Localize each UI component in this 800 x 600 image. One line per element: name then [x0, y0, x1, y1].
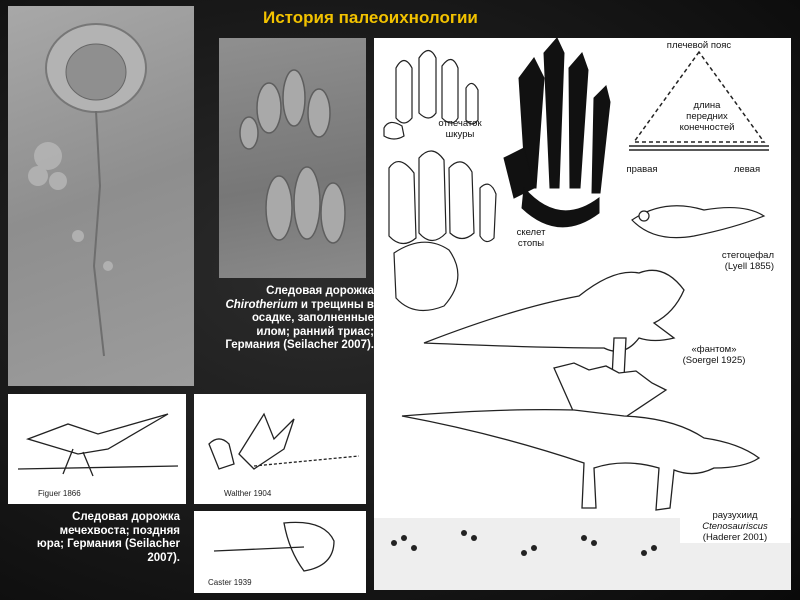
label-line: стопы: [517, 238, 545, 249]
label-right: правая: [626, 164, 658, 175]
caption-chirotherium: [196, 285, 374, 353]
figure-credit-caster: Caster 1939: [208, 578, 252, 587]
label-stegocephal: [684, 250, 774, 272]
fossil-photo-chirotherium: [219, 38, 366, 278]
figure-figuier: [8, 394, 186, 504]
label-line: длина: [693, 100, 721, 111]
label-skin-imprint: [430, 118, 490, 140]
label-phantom: [674, 344, 754, 366]
figure-credit-figuier: Figuer 1866: [38, 489, 81, 498]
label-line: шкуры: [445, 129, 475, 140]
caption-line: 2007).: [147, 551, 180, 564]
caption-line: [196, 299, 374, 313]
label-taxon: Ctenosauriscus: [702, 521, 768, 532]
caption-line: Следовая дорожка: [266, 285, 374, 297]
label-line: передних: [686, 111, 728, 122]
fossil-photo-limulus: [8, 6, 194, 386]
label-line: отпечаток: [438, 118, 482, 129]
caption-line: Германия (Seilacher 2007).: [225, 339, 374, 351]
label-line: «фантом»: [691, 344, 737, 355]
figure-caster: [194, 511, 366, 593]
label-line: (Haderer 2001): [702, 532, 768, 543]
figure-walther: [194, 394, 366, 504]
caption-text: и трещины в: [297, 298, 374, 311]
label-line: раузухиид: [712, 510, 758, 521]
label-line: (Lyell 1855): [724, 261, 774, 272]
reconstruction-panel: [374, 38, 791, 590]
label-forelimb-length: [672, 100, 742, 133]
caption-taxon: Chirotherium: [225, 298, 298, 311]
label-line: скелет: [516, 227, 546, 238]
caption-line: илом; ранний триас;: [256, 325, 374, 338]
caption-limulus: [12, 511, 180, 565]
caption-line: осадке, заполненные: [251, 312, 374, 324]
label-rauisuchid: [680, 510, 790, 543]
slide-title: История палеоихнологии: [263, 8, 478, 27]
label-shoulder-girdle: плечевой пояс: [666, 40, 732, 51]
figure-credit-walther: Walther 1904: [224, 489, 272, 498]
label-foot-skeleton: [511, 227, 551, 249]
caption-line: мечехвоста; поздняя: [59, 524, 180, 537]
label-line: конечностей: [679, 122, 735, 133]
label-line: стегоцефал: [721, 250, 774, 261]
label-line: (Soergel 1925): [682, 355, 746, 366]
label-line: [680, 521, 790, 532]
caption-line: юра; Германия (Seilacher: [36, 538, 180, 550]
caption-line: Следовая дорожка: [72, 511, 180, 523]
label-left: левая: [733, 164, 761, 175]
